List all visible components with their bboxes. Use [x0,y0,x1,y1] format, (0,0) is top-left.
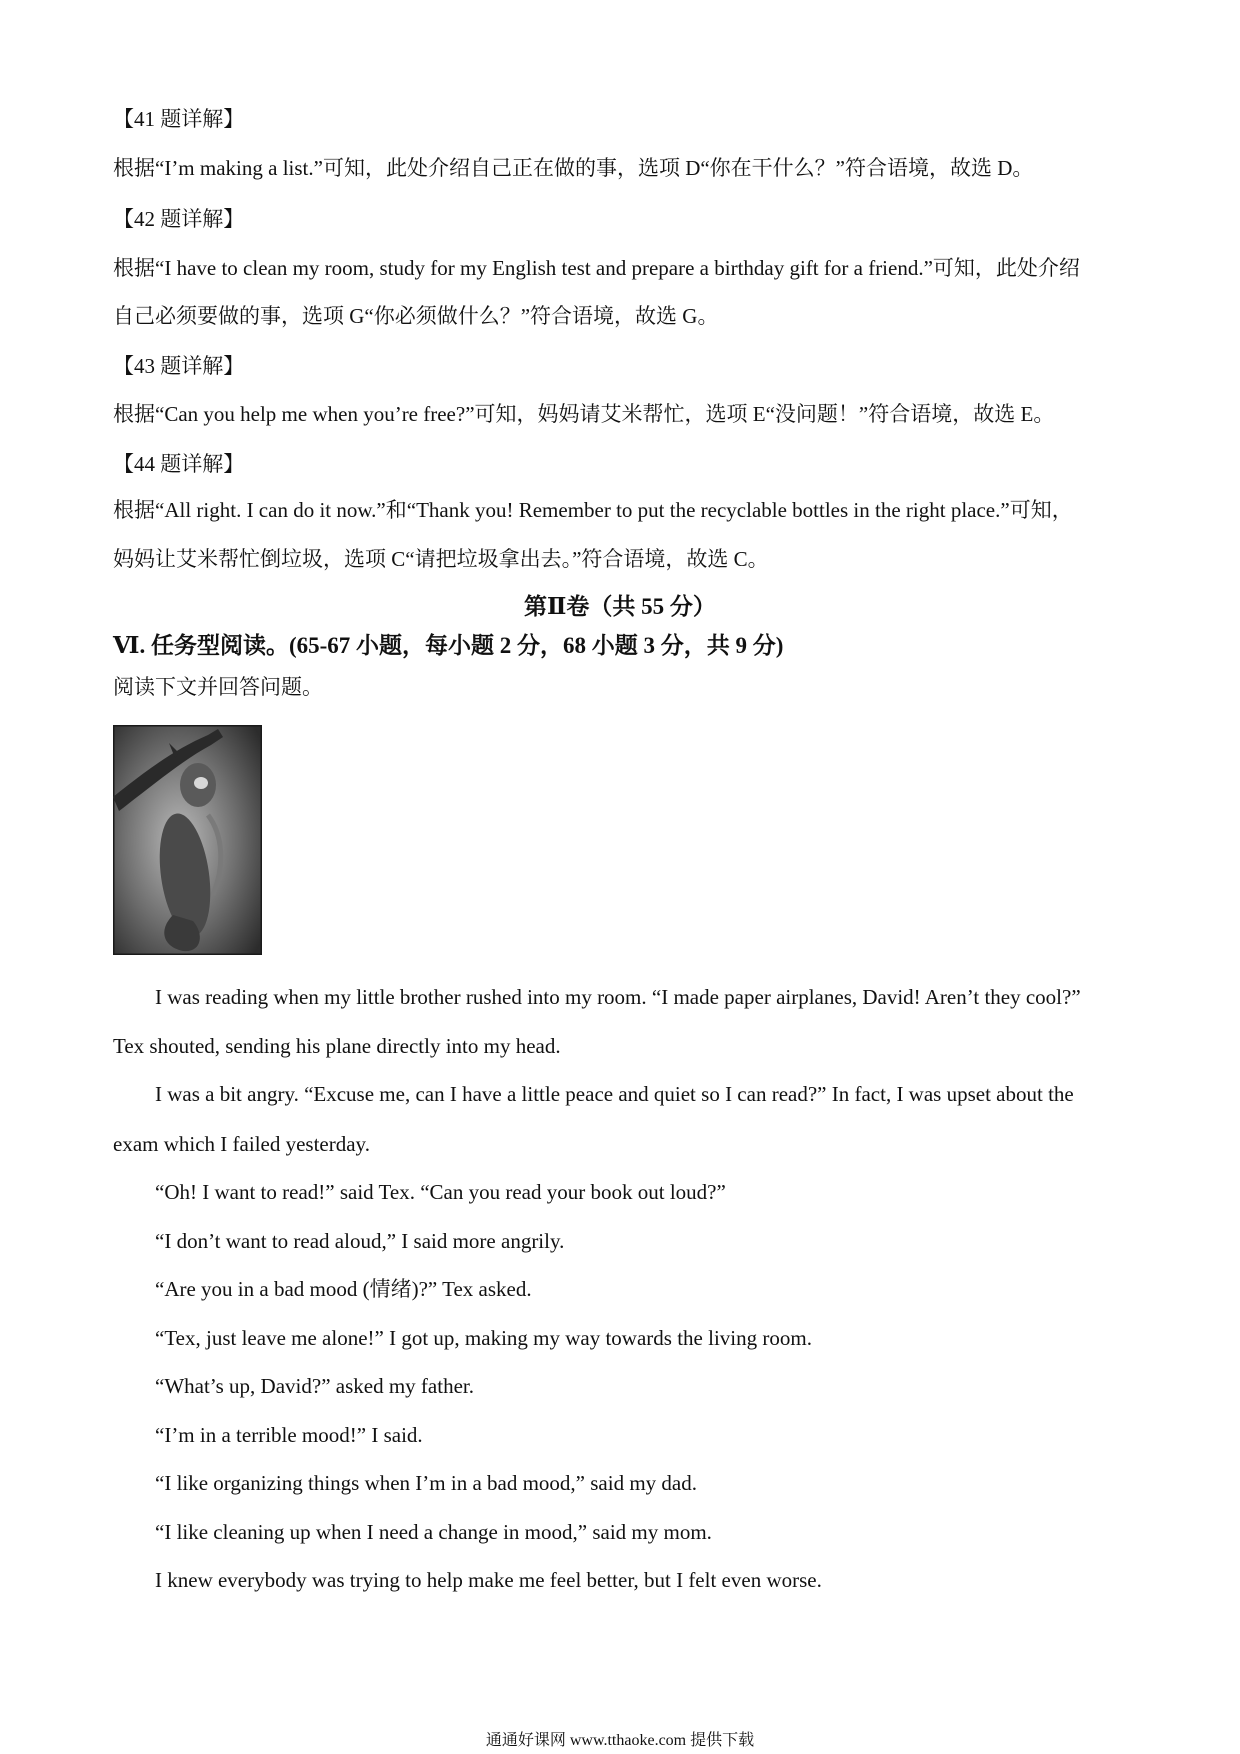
explanation-43-heading: 【43 题详解】 [113,354,245,378]
story-line-4: exam which I failed yesterday. [113,1132,370,1156]
story-line-3: I was a bit angry. “Excuse me, can I have a little peace and quiet so I can read?” In fact, I was upset about the [155,1082,1074,1106]
explanation-44-line-2: 妈妈让艾米帮忙倒垃圾，选项 C“请把垃圾拿出去。”符合语境，故选 C。 [113,547,769,571]
explanation-41-heading: 【41 题详解】 [113,107,245,131]
explanation-44-line-1: 根据“All right. I can do it now.”和“Thank you! Remember to put the recyclable bottles in the right place.”可知， [113,498,1073,522]
story-line-7: “Are you in a bad mood (情绪)?” Tex asked. [155,1277,532,1301]
reading-instruction: 阅读下文并回答问题。 [113,675,323,699]
page-footer: 通通好课网 www.tthaoke.com 提供下载 [485,1732,755,1749]
story-line-9: “What’s up, David?” asked my father. [155,1374,474,1398]
section-title: Ⅵ. 任务型阅读。(65-67 小题，每小题 2 分，68 小题 3 分，共 9 分) [113,633,784,658]
explanation-43-line: 根据“Can you help me when you’re free?”可知，妈妈请艾米帮忙，选项 E“没问题！”符合语境，故选 E。 [113,402,1055,426]
story-line-8: “Tex, just leave me alone!” I got up, making my way towards the living room. [155,1326,812,1350]
story-line-2: Tex shouted, sending his plane directly into my head. [113,1034,561,1058]
story-line-11: “I like organizing things when I’m in a bad mood,” said my dad. [155,1471,697,1495]
story-line-6: “I don’t want to read aloud,” I said more angrily. [155,1229,565,1253]
explanation-42-line-1: 根据“I have to clean my room, study for my English test and prepare a birthday gift for a friend.”可知，此处介绍 [113,256,1080,280]
story-line-5: “Oh! I want to read!” said Tex. “Can you read your book out loud?” [155,1180,726,1204]
story-line-12: “I like cleaning up when I need a change in mood,” said my mom. [155,1520,712,1544]
squirrel-photo [113,725,262,955]
story-line-1: I was reading when my little brother rushed into my room. “I made paper airplanes, David! Aren’t they cool?” [155,985,1081,1009]
explanation-42-heading: 【42 题详解】 [113,207,245,231]
explanation-44-heading: 【44 题详解】 [113,452,245,476]
story-line-13: I knew everybody was trying to help make me feel better, but I felt even worse. [155,1568,822,1592]
story-line-10: “I’m in a terrible mood!” I said. [155,1423,423,1447]
explanation-42-line-2: 自己必须要做的事，选项 G“你必须做什么？”符合语境，故选 G。 [113,304,719,328]
volume-title: 第Ⅱ卷（共 55 分） [524,594,716,619]
explanation-41-line: 根据“I’m making a list.”可知，此处介绍自己正在做的事，选项 D“你在干什么？”符合语境，故选 D。 [113,156,1034,180]
